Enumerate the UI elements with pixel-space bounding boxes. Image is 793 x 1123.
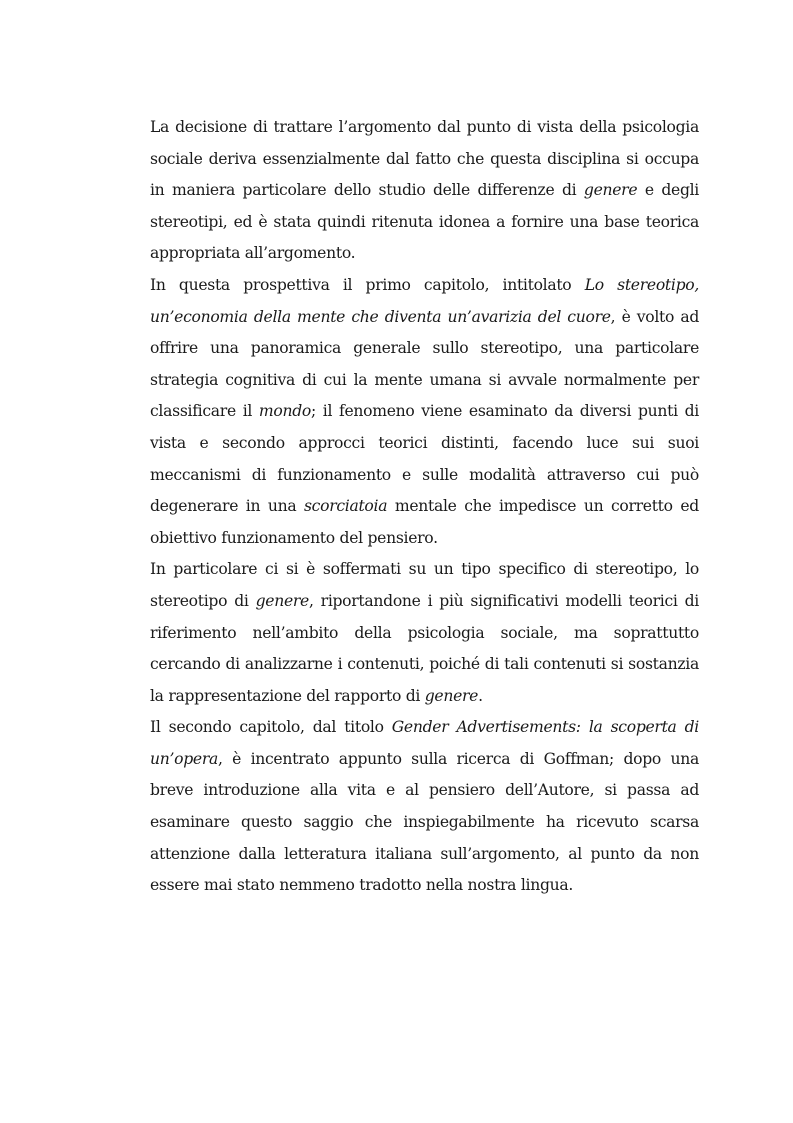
text-run: , riportandone i più significativi modelli teorici di riferimento nell’ambito della psicologia sociale, ma soprattutto cercando di analizzarne i contenuti, poiché di tali contenuti si sostanzia la rappresentazione del rapporto di — [150, 591, 699, 705]
italic-term: mondo — [258, 402, 311, 421]
italic-term: scorciatoia — [303, 497, 388, 516]
document-page — [150, 112, 699, 902]
text-run: . — [478, 686, 483, 705]
text-run: La decisione di trattare l’argomento dal punto di vista della psicologia sociale deriva essenzialmente dal fatto che questa disciplina si occupa in maniera particolare dello studio delle differenze di — [150, 118, 699, 200]
text-run: Il secondo capitolo, dal titolo — [150, 718, 392, 737]
text-run: In questa prospettiva il primo capitolo, intitolato — [150, 275, 585, 294]
paragraph-gender-stereotype — [150, 554, 699, 712]
text-run: , è volto ad offrire una panoramica generale sullo stereotipo, una particolare strategia cognitiva di cui la mente umana si avvale normalmente per classificare il — [150, 307, 699, 421]
chapter-two-title: Gender Advertisements: la scoperta di un’opera — [150, 718, 699, 768]
text-run: e degli stereotipi, ed è stata quindi ritenuta idonea a fornire una base teorica appropriata all’argomento. — [150, 181, 699, 263]
text-run: , è incentrato appunto sulla ricerca di Goffman; dopo una breve introduzione alla vita e al pensiero dell’Autore, si passa ad esaminare questo saggio che inspiegabilmente ha ricevuto scarsa attenzione dalla letteratura italiana sull’argomento, al punto da non essere mai stato nemmeno tradotto nella nostra lingua. — [150, 749, 699, 895]
italic-term: genere — [255, 591, 309, 610]
text-run: ; il fenomeno viene esaminato da diversi punti di vista e secondo approcci teorici distinti, facendo luce sui suoi meccanismi di funzionamento e sulle modalità attraverso cui può degenerare in una — [150, 402, 699, 516]
italic-term: genere — [583, 181, 638, 200]
paragraph-chapter-one — [150, 270, 699, 554]
paragraph-chapter-two — [150, 712, 699, 902]
chapter-one-title: Lo stereotipo, un’economia della mente che diventa un’avarizia del cuore — [150, 275, 699, 326]
paragraph-intro — [150, 112, 699, 270]
italic-term: genere — [424, 686, 479, 705]
text-run: In particolare ci si è soffermati su un tipo specifico di stereotipo, lo stereotipo di — [150, 560, 699, 610]
text-run: mentale che impedisce un corretto ed obiettivo funzionamento del pensiero. — [150, 497, 699, 547]
